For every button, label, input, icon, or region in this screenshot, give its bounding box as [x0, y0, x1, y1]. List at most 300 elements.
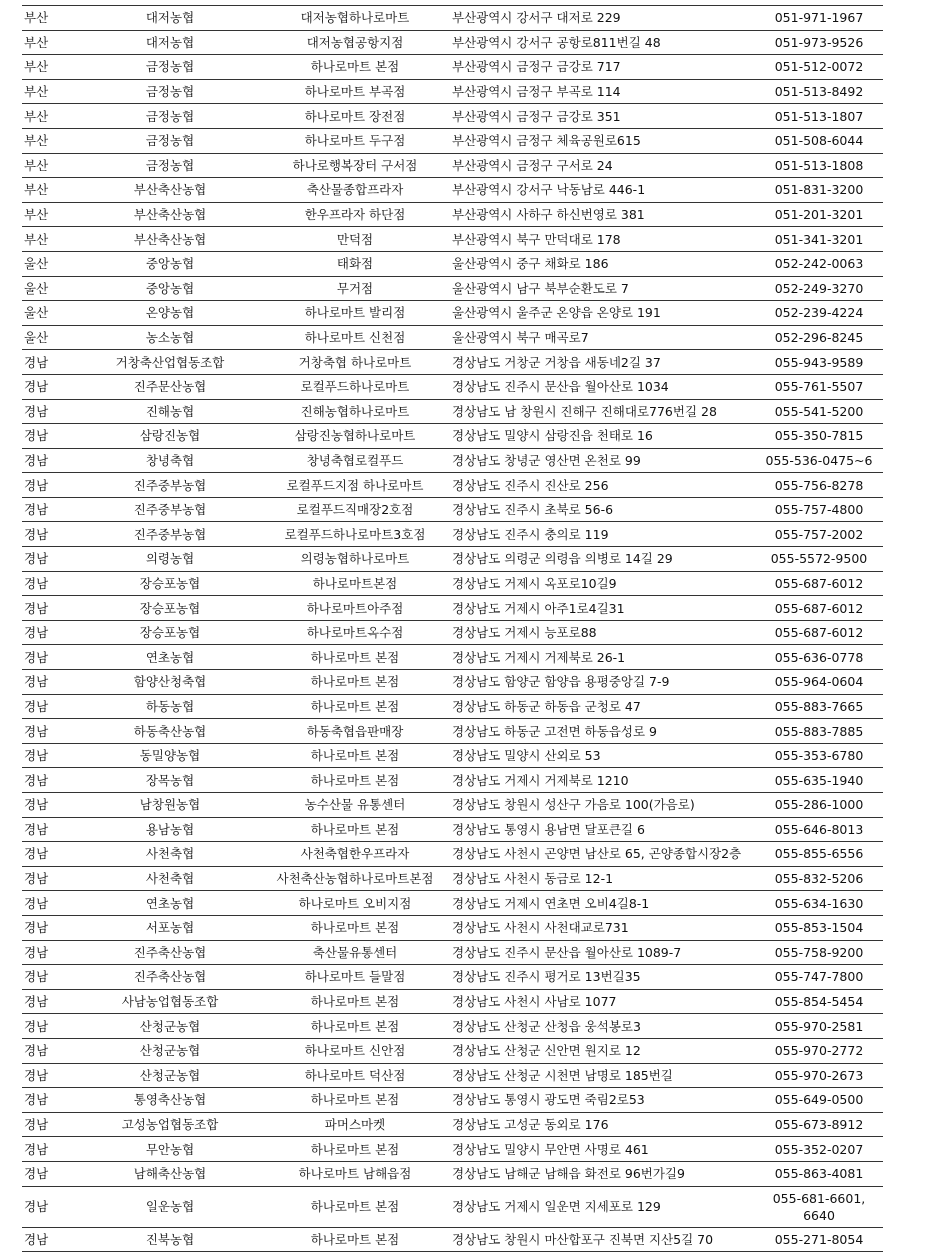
branch-name-cell: 하나로마트 본점: [262, 743, 448, 768]
address-cell: 경상남도 의령군 의령읍 의병로 14길 29: [448, 547, 755, 572]
address-cell: 경상남도 거제시 거제북로 26-1: [448, 645, 755, 670]
phone-cell: 055-832-5206: [755, 866, 883, 891]
phone-cell: 055-350-7815: [755, 424, 883, 449]
table-row: [22, 522, 883, 547]
address-cell: 경상남도 진주시 진산로 256: [448, 473, 755, 498]
phone-cell: 055-747-7800: [755, 965, 883, 990]
address-cell: 경상남도 하동군 고전면 하동읍성로 9: [448, 719, 755, 744]
branch-name-cell: 하나로마트 본점: [262, 1186, 448, 1227]
table-row: [22, 128, 883, 153]
coop-name-cell: 산청군농협: [78, 1038, 262, 1063]
phone-cell: 055-757-2002: [755, 522, 883, 547]
coop-name-cell: 사남농업협동조합: [78, 989, 262, 1014]
table-row: [22, 1112, 883, 1137]
table-row: [22, 1038, 883, 1063]
address-cell: 경상남도 통영시 용남면 달포큰길 6: [448, 817, 755, 842]
branch-name-cell: 하나로마트 장전점: [262, 104, 448, 129]
coop-name-cell: 장승포농협: [78, 596, 262, 621]
phone-cell: 055-5572-9500: [755, 547, 883, 572]
branch-name-cell: 하나로마트 본점: [262, 1014, 448, 1039]
region-cell: 경남: [22, 965, 78, 990]
address-cell: 경상남도 산청군 시천면 남명로 185번길: [448, 1063, 755, 1088]
branch-name-cell: 하나로마트 신안점: [262, 1038, 448, 1063]
phone-cell: 055-353-6780: [755, 743, 883, 768]
address-cell: 경상남도 통영시 광도면 죽림2로53: [448, 1088, 755, 1113]
address-cell: 경상남도 거제시 아주1로4길31: [448, 596, 755, 621]
address-cell: 경상남도 진주시 문산읍 월아산로 1034: [448, 374, 755, 399]
table-row: [22, 497, 883, 522]
table-row: [22, 30, 883, 55]
region-cell: 경남: [22, 522, 78, 547]
coop-name-cell: 하동농협: [78, 694, 262, 719]
coop-name-cell: 남창원농협: [78, 793, 262, 818]
coop-name-cell: 동밀양농협: [78, 743, 262, 768]
address-cell: 경상남도 하동군 하동읍 군청로 47: [448, 694, 755, 719]
table-row: [22, 153, 883, 178]
region-cell: 경남: [22, 374, 78, 399]
table-row: [22, 940, 883, 965]
region-cell: 부산: [22, 202, 78, 227]
table-row: [22, 1186, 883, 1227]
coop-name-cell: 중앙농협: [78, 276, 262, 301]
phone-cell: 051-341-3201: [755, 227, 883, 252]
branch-name-cell: 로컬푸드지점 하나로마트: [262, 473, 448, 498]
table-row: [22, 424, 883, 449]
address-cell: 경상남도 진주시 초북로 56-6: [448, 497, 755, 522]
branch-name-cell: 만덕점: [262, 227, 448, 252]
table-row: [22, 1161, 883, 1186]
coop-name-cell: 통영축산농협: [78, 1088, 262, 1113]
coop-name-cell: 중앙농협: [78, 251, 262, 276]
coop-name-cell: 장목농협: [78, 768, 262, 793]
table-row: [22, 6, 883, 31]
branch-name-cell: 하나로마트 부곡점: [262, 79, 448, 104]
branch-name-cell: 하나로마트 남해읍점: [262, 1161, 448, 1186]
region-cell: 경남: [22, 694, 78, 719]
table-row: [22, 399, 883, 424]
branch-name-cell: 사천축협한우프라자: [262, 842, 448, 867]
coop-name-cell: 연초농협: [78, 645, 262, 670]
phone-cell: 051-513-8492: [755, 79, 883, 104]
table-row: [22, 694, 883, 719]
region-cell: 경남: [22, 1227, 78, 1252]
table-row: [22, 104, 883, 129]
region-cell: 경남: [22, 989, 78, 1014]
branch-name-cell: 하나로마트 들말점: [262, 965, 448, 990]
address-cell: 울산광역시 울주군 온양읍 온양로 191: [448, 301, 755, 326]
table-row: [22, 989, 883, 1014]
region-cell: 경남: [22, 350, 78, 375]
branch-name-cell: 파머스마켓: [262, 1112, 448, 1137]
phone-cell: 055-646-8013: [755, 817, 883, 842]
address-cell: 경상남도 창원시 성산구 가음로 100(가음로): [448, 793, 755, 818]
phone-cell: 055-863-4081: [755, 1161, 883, 1186]
phone-cell: 055-636-0778: [755, 645, 883, 670]
phone-cell: 055-286-1000: [755, 793, 883, 818]
phone-cell: 055-855-6556: [755, 842, 883, 867]
table-row: [22, 743, 883, 768]
region-cell: 경남: [22, 915, 78, 940]
coop-name-cell: 삼랑진농협: [78, 424, 262, 449]
region-cell: 부산: [22, 6, 78, 31]
phone-cell: 055-271-8054: [755, 1227, 883, 1252]
coop-name-cell: 금정농협: [78, 79, 262, 104]
table-row: [22, 596, 883, 621]
region-cell: 경남: [22, 1014, 78, 1039]
region-cell: 경남: [22, 1088, 78, 1113]
phone-cell: 052-296-8245: [755, 325, 883, 350]
table-row: [22, 448, 883, 473]
coop-name-cell: 진주문산농협: [78, 374, 262, 399]
coop-name-cell: 일운농협: [78, 1186, 262, 1227]
region-cell: 경남: [22, 473, 78, 498]
branch-name-cell: 태화점: [262, 251, 448, 276]
phone-cell: 055-541-5200: [755, 399, 883, 424]
coop-name-cell: 연초농협: [78, 891, 262, 916]
table-row: [22, 301, 883, 326]
table-row: [22, 915, 883, 940]
branch-name-cell: 하나로마트 본점: [262, 1227, 448, 1252]
address-cell: 부산광역시 금정구 체육공원로615: [448, 128, 755, 153]
table-row: [22, 227, 883, 252]
coop-name-cell: 함양산청축협: [78, 670, 262, 695]
coop-name-cell: 금정농협: [78, 128, 262, 153]
coop-name-cell: 진주중부농협: [78, 522, 262, 547]
phone-cell: 055-687-6012: [755, 596, 883, 621]
coop-name-cell: 금정농협: [78, 153, 262, 178]
address-cell: 경상남도 거창군 거창읍 새동네2길 37: [448, 350, 755, 375]
coop-name-cell: 산청군농협: [78, 1014, 262, 1039]
address-cell: 경상남도 진주시 문산읍 월아산로 1089-7: [448, 940, 755, 965]
phone-cell: 055-635-1940: [755, 768, 883, 793]
phone-cell: 055-352-0207: [755, 1137, 883, 1162]
address-cell: 부산광역시 강서구 대저로 229: [448, 6, 755, 31]
table-row: [22, 55, 883, 80]
region-cell: 부산: [22, 104, 78, 129]
table-row: [22, 79, 883, 104]
phone-cell: 051-513-1807: [755, 104, 883, 129]
region-cell: 경남: [22, 891, 78, 916]
phone-cell: 055-970-2581: [755, 1014, 883, 1039]
table-row: [22, 251, 883, 276]
coop-name-cell: 금정농협: [78, 55, 262, 80]
region-cell: 경남: [22, 842, 78, 867]
phone-cell: 051-513-1808: [755, 153, 883, 178]
branch-name-cell: 한우프라자 하단점: [262, 202, 448, 227]
region-cell: 경남: [22, 719, 78, 744]
region-cell: 경남: [22, 743, 78, 768]
region-cell: 경남: [22, 1038, 78, 1063]
address-cell: 울산광역시 남구 북부순환도로 7: [448, 276, 755, 301]
phone-cell: 055-673-8912: [755, 1112, 883, 1137]
address-cell: 경상남도 사천시 사천대교로731: [448, 915, 755, 940]
region-cell: 부산: [22, 79, 78, 104]
address-cell: 경상남도 고성군 동외로 176: [448, 1112, 755, 1137]
branch-name-cell: 로컬푸드하나로마트: [262, 374, 448, 399]
region-cell: 경남: [22, 1186, 78, 1227]
region-cell: 울산: [22, 251, 78, 276]
branch-name-cell: 사천축산농협하나로마트본점: [262, 866, 448, 891]
address-cell: 경상남도 창녕군 영산면 온천로 99: [448, 448, 755, 473]
coop-name-cell: 서포농협: [78, 915, 262, 940]
branch-name-cell: 하나로마트 본점: [262, 55, 448, 80]
store-table: [22, 5, 883, 1252]
branch-name-cell: 하동축협읍판매장: [262, 719, 448, 744]
table-row: [22, 202, 883, 227]
branch-name-cell: 거창축협 하나로마트: [262, 350, 448, 375]
coop-name-cell: 진해농협: [78, 399, 262, 424]
address-cell: 경상남도 남 창원시 진해구 진해대로776번길 28: [448, 399, 755, 424]
address-cell: 경상남도 밀양시 무안면 사명로 461: [448, 1137, 755, 1162]
branch-name-cell: 하나로마트 본점: [262, 694, 448, 719]
coop-name-cell: 장승포농협: [78, 620, 262, 645]
branch-name-cell: 하나로마트 오비지점: [262, 891, 448, 916]
table-row: [22, 965, 883, 990]
coop-name-cell: 금정농협: [78, 104, 262, 129]
phone-cell: 055-964-0604: [755, 670, 883, 695]
phone-cell: 055-970-2673: [755, 1063, 883, 1088]
table-row: [22, 670, 883, 695]
address-cell: 경상남도 거제시 거제북로 1210: [448, 768, 755, 793]
phone-cell: 052-242-0063: [755, 251, 883, 276]
coop-name-cell: 산청군농협: [78, 1063, 262, 1088]
region-cell: 경남: [22, 448, 78, 473]
coop-name-cell: 사천축협: [78, 842, 262, 867]
coop-name-cell: 창녕축협: [78, 448, 262, 473]
phone-cell: 055-536-0475~6: [755, 448, 883, 473]
phone-cell: 055-757-4800: [755, 497, 883, 522]
coop-name-cell: 부산축산농협: [78, 178, 262, 203]
coop-name-cell: 무안농협: [78, 1137, 262, 1162]
branch-name-cell: 진해농협하나로마트: [262, 399, 448, 424]
table-row: [22, 276, 883, 301]
table-row: [22, 768, 883, 793]
branch-name-cell: 대저농협공항지점: [262, 30, 448, 55]
address-cell: 경상남도 산청군 신안면 원지로 12: [448, 1038, 755, 1063]
branch-name-cell: 로컬푸드하나로마트3호점: [262, 522, 448, 547]
coop-name-cell: 거창축산업협동조합: [78, 350, 262, 375]
table-row: [22, 620, 883, 645]
table-row: [22, 1137, 883, 1162]
phone-cell: 055-687-6012: [755, 571, 883, 596]
address-cell: 경상남도 남해군 남해읍 화전로 96번가길9: [448, 1161, 755, 1186]
region-cell: 부산: [22, 128, 78, 153]
address-cell: 부산광역시 사하구 하신번영로 381: [448, 202, 755, 227]
address-cell: 부산광역시 강서구 낙동남로 446-1: [448, 178, 755, 203]
region-cell: 경남: [22, 1137, 78, 1162]
address-cell: 부산광역시 강서구 공항로811번길 48: [448, 30, 755, 55]
branch-name-cell: 창녕축협로컬푸드: [262, 448, 448, 473]
coop-name-cell: 농소농협: [78, 325, 262, 350]
phone-cell: 055-883-7665: [755, 694, 883, 719]
phone-cell: 055-681-6601, 6640: [755, 1186, 883, 1227]
branch-name-cell: 로컬푸드직매장2호점: [262, 497, 448, 522]
region-cell: 부산: [22, 178, 78, 203]
phone-cell: 051-512-0072: [755, 55, 883, 80]
table-row: [22, 1014, 883, 1039]
branch-name-cell: 대저농협하나로마트: [262, 6, 448, 31]
phone-cell: 051-971-1967: [755, 6, 883, 31]
address-cell: 경상남도 사천시 곤양면 남산로 65, 곤양종합시장2층: [448, 842, 755, 867]
table-row: [22, 1227, 883, 1252]
table-row: [22, 866, 883, 891]
phone-cell: 051-831-3200: [755, 178, 883, 203]
region-cell: 경남: [22, 620, 78, 645]
branch-name-cell: 축산물종합프라자: [262, 178, 448, 203]
coop-name-cell: 진북농협: [78, 1227, 262, 1252]
table-row: [22, 1063, 883, 1088]
table-row: [22, 473, 883, 498]
phone-cell: 055-854-5454: [755, 989, 883, 1014]
region-cell: 부산: [22, 30, 78, 55]
address-cell: 경상남도 거제시 일운면 지세포로 129: [448, 1186, 755, 1227]
address-cell: 경상남도 밀양시 삼랑진읍 천태로 16: [448, 424, 755, 449]
phone-cell: 055-758-9200: [755, 940, 883, 965]
table-row: [22, 350, 883, 375]
coop-name-cell: 진주축산농협: [78, 940, 262, 965]
table-row: [22, 178, 883, 203]
region-cell: 경남: [22, 596, 78, 621]
branch-name-cell: 하나로마트 본점: [262, 1137, 448, 1162]
branch-name-cell: 하나로마트 두구점: [262, 128, 448, 153]
branch-name-cell: 의령농협하나로마트: [262, 547, 448, 572]
address-cell: 울산광역시 중구 채화로 186: [448, 251, 755, 276]
address-cell: 경상남도 사천시 사남로 1077: [448, 989, 755, 1014]
phone-cell: 052-249-3270: [755, 276, 883, 301]
phone-cell: 055-853-1504: [755, 915, 883, 940]
region-cell: 경남: [22, 1112, 78, 1137]
region-cell: 울산: [22, 325, 78, 350]
coop-name-cell: 남해축산농협: [78, 1161, 262, 1186]
region-cell: 경남: [22, 571, 78, 596]
region-cell: 경남: [22, 940, 78, 965]
branch-name-cell: 하나로마트 본점: [262, 768, 448, 793]
table-row: [22, 325, 883, 350]
table-row: [22, 891, 883, 916]
region-cell: 경남: [22, 1063, 78, 1088]
region-cell: 경남: [22, 497, 78, 522]
address-cell: 부산광역시 금정구 금강로 717: [448, 55, 755, 80]
phone-cell: 055-883-7885: [755, 719, 883, 744]
branch-name-cell: 하나로마트 본점: [262, 915, 448, 940]
region-cell: 경남: [22, 547, 78, 572]
coop-name-cell: 부산축산농협: [78, 202, 262, 227]
branch-name-cell: 하나로마트 본점: [262, 989, 448, 1014]
coop-name-cell: 온양농협: [78, 301, 262, 326]
branch-name-cell: 축산물유통센터: [262, 940, 448, 965]
coop-name-cell: 대저농협: [78, 30, 262, 55]
region-cell: 경남: [22, 645, 78, 670]
region-cell: 부산: [22, 55, 78, 80]
region-cell: 경남: [22, 866, 78, 891]
table-row: [22, 374, 883, 399]
region-cell: 경남: [22, 399, 78, 424]
phone-cell: 052-239-4224: [755, 301, 883, 326]
branch-name-cell: 하나로마트본점: [262, 571, 448, 596]
address-cell: 경상남도 사천시 동금로 12-1: [448, 866, 755, 891]
branch-name-cell: 하나로마트 본점: [262, 817, 448, 842]
address-cell: 경상남도 산청군 산청읍 웅석봉로3: [448, 1014, 755, 1039]
address-cell: 경상남도 진주시 충의로 119: [448, 522, 755, 547]
address-cell: 경상남도 거제시 연초면 오비4길8-1: [448, 891, 755, 916]
phone-cell: 055-970-2772: [755, 1038, 883, 1063]
table-row: [22, 645, 883, 670]
store-list-table: [22, 5, 883, 1252]
coop-name-cell: 의령농협: [78, 547, 262, 572]
branch-name-cell: 삼랑진농협하나로마트: [262, 424, 448, 449]
address-cell: 울산광역시 북구 매곡로7: [448, 325, 755, 350]
phone-cell: 051-973-9526: [755, 30, 883, 55]
coop-name-cell: 진주축산농협: [78, 965, 262, 990]
phone-cell: 051-508-6044: [755, 128, 883, 153]
phone-cell: 055-756-8278: [755, 473, 883, 498]
coop-name-cell: 대저농협: [78, 6, 262, 31]
phone-cell: 055-943-9589: [755, 350, 883, 375]
branch-name-cell: 하나로마트옥수점: [262, 620, 448, 645]
coop-name-cell: 진주중부농협: [78, 473, 262, 498]
table-row: [22, 571, 883, 596]
address-cell: 부산광역시 북구 만덕대로 178: [448, 227, 755, 252]
phone-cell: 055-761-5507: [755, 374, 883, 399]
region-cell: 경남: [22, 793, 78, 818]
table-row: [22, 719, 883, 744]
table-row: [22, 793, 883, 818]
branch-name-cell: 하나로마트 발리점: [262, 301, 448, 326]
branch-name-cell: 하나로마트 신천점: [262, 325, 448, 350]
coop-name-cell: 고성농업협동조합: [78, 1112, 262, 1137]
table-row: [22, 817, 883, 842]
address-cell: 부산광역시 금정구 부곡로 114: [448, 79, 755, 104]
branch-name-cell: 하나로마트 본점: [262, 670, 448, 695]
region-cell: 경남: [22, 424, 78, 449]
branch-name-cell: 하나로마트 본점: [262, 1088, 448, 1113]
region-cell: 경남: [22, 768, 78, 793]
address-cell: 부산광역시 금정구 금강로 351: [448, 104, 755, 129]
address-cell: 경상남도 진주시 평거로 13번길35: [448, 965, 755, 990]
region-cell: 경남: [22, 817, 78, 842]
region-cell: 부산: [22, 153, 78, 178]
phone-cell: 051-201-3201: [755, 202, 883, 227]
table-row: [22, 842, 883, 867]
coop-name-cell: 장승포농협: [78, 571, 262, 596]
region-cell: 울산: [22, 301, 78, 326]
coop-name-cell: 부산축산농협: [78, 227, 262, 252]
phone-cell: 055-687-6012: [755, 620, 883, 645]
coop-name-cell: 사천축협: [78, 866, 262, 891]
address-cell: 경상남도 창원시 마산합포구 진북면 지산5길 70: [448, 1227, 755, 1252]
coop-name-cell: 용남농협: [78, 817, 262, 842]
store-table-body: [22, 6, 883, 1252]
region-cell: 울산: [22, 276, 78, 301]
branch-name-cell: 하나로마트 본점: [262, 645, 448, 670]
region-cell: 부산: [22, 227, 78, 252]
address-cell: 경상남도 함양군 함양읍 용평중앙길 7-9: [448, 670, 755, 695]
address-cell: 경상남도 밀양시 산외로 53: [448, 743, 755, 768]
region-cell: 경남: [22, 670, 78, 695]
phone-cell: 055-649-0500: [755, 1088, 883, 1113]
coop-name-cell: 진주중부농협: [78, 497, 262, 522]
branch-name-cell: 하나로마트 덕산점: [262, 1063, 448, 1088]
branch-name-cell: 하나로행복장터 구서점: [262, 153, 448, 178]
branch-name-cell: 농수산물 유통센터: [262, 793, 448, 818]
branch-name-cell: 무거점: [262, 276, 448, 301]
address-cell: 경상남도 거제시 옥포로10길9: [448, 571, 755, 596]
region-cell: 경남: [22, 1161, 78, 1186]
coop-name-cell: 하동축산농협: [78, 719, 262, 744]
table-row: [22, 547, 883, 572]
table-row: [22, 1088, 883, 1113]
address-cell: 경상남도 거제시 능포로88: [448, 620, 755, 645]
